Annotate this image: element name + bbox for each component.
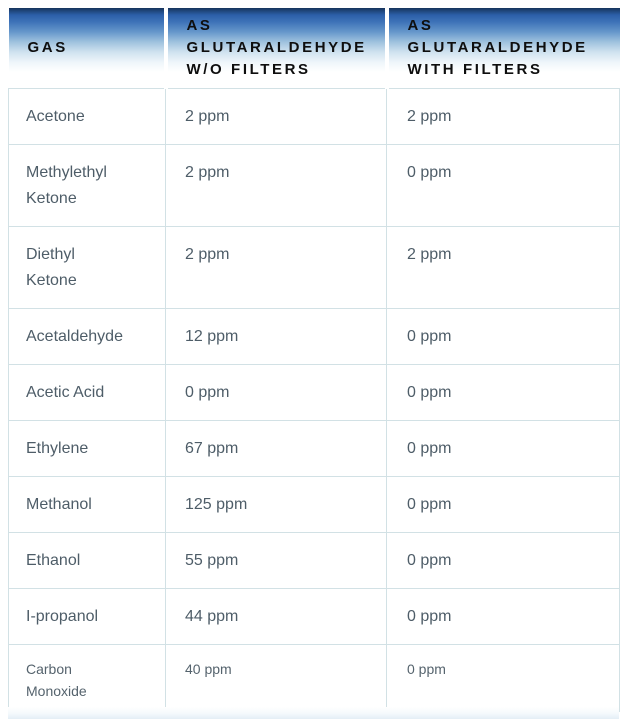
wo-filters-value-cell: 67 ppm [166, 421, 387, 477]
table-row [9, 589, 620, 645]
table-body [9, 89, 620, 712]
gas-name-cell [9, 89, 166, 145]
gas-name-line: Ethylene [26, 440, 89, 457]
gas-name-cell [9, 645, 166, 712]
gas-name-cell [9, 533, 166, 589]
gas-name-line: Ketone [26, 272, 77, 289]
wo-filters-value-cell: 2 ppm [166, 227, 387, 309]
with-filters-value-cell: 0 ppm [387, 145, 620, 227]
table-row [9, 89, 620, 145]
gas-name-line: Ketone [26, 190, 77, 207]
gas-name-line: I-propanol [26, 608, 99, 625]
table-row [9, 533, 620, 589]
wo-filters-value-cell: 125 ppm [166, 477, 387, 533]
with-filters-value-cell: 0 ppm [387, 477, 620, 533]
with-filters-value-cell: 2 ppm [387, 89, 620, 145]
with-filters-value-cell: 0 ppm [387, 309, 620, 365]
table-header-row [9, 8, 620, 89]
table-row [9, 309, 620, 365]
wo-filters-value-cell: 55 ppm [166, 533, 387, 589]
gas-name-cell [9, 589, 166, 645]
bottom-gradient-strip [8, 707, 619, 719]
table-row [9, 477, 620, 533]
gas-name-cell [9, 421, 166, 477]
column-header-line: GAS [27, 39, 68, 56]
with-filters-value-cell: 0 ppm [387, 365, 620, 421]
gas-name-line: Ethanol [26, 552, 81, 569]
gas-name-cell [9, 309, 166, 365]
column-header-0 [9, 8, 166, 89]
table-row [9, 421, 620, 477]
column-header-2 [387, 8, 620, 89]
wo-filters-value-cell: 44 ppm [166, 589, 387, 645]
column-header-line: AS [186, 17, 213, 34]
gas-name-line: Carbon [26, 661, 72, 677]
gas-name-line: Acetaldehyde [26, 328, 123, 345]
gas-name-line: Methylethyl [26, 164, 107, 181]
gas-name-line: Diethyl [26, 246, 75, 263]
with-filters-value-cell: 0 ppm [387, 533, 620, 589]
table-row [9, 227, 620, 309]
with-filters-value-cell: 0 ppm [387, 421, 620, 477]
wo-filters-value-cell: 40 ppm [166, 645, 387, 712]
wo-filters-value-cell: 12 ppm [166, 309, 387, 365]
gas-name-cell [9, 227, 166, 309]
gas-name-cell [9, 145, 166, 227]
table-header [9, 8, 620, 89]
with-filters-value-cell: 2 ppm [387, 227, 620, 309]
wo-filters-value-cell: 2 ppm [166, 145, 387, 227]
column-header-line: AS [407, 17, 434, 34]
table-row [9, 365, 620, 421]
gas-name-line: Acetic Acid [26, 384, 105, 401]
column-header-line: GLUTARALDEHYDE [407, 39, 588, 56]
column-header-line: WITH FILTERS [407, 61, 543, 78]
gas-name-line: Acetone [26, 108, 85, 125]
with-filters-value-cell: 0 ppm [387, 645, 620, 712]
column-header-line: W/O FILTERS [186, 61, 311, 78]
wo-filters-value-cell: 2 ppm [166, 89, 387, 145]
with-filters-value-cell: 0 ppm [387, 589, 620, 645]
gas-name-cell [9, 365, 166, 421]
gas-name-cell [9, 477, 166, 533]
column-header-1 [166, 8, 387, 89]
gas-name-line: Monoxide [26, 683, 87, 699]
table-row [9, 145, 620, 227]
column-header-line: GLUTARALDEHYDE [186, 39, 367, 56]
wo-filters-value-cell: 0 ppm [166, 365, 387, 421]
table-row [9, 645, 620, 712]
gas-comparison-table [8, 8, 620, 712]
gas-name-line: Methanol [26, 496, 92, 513]
